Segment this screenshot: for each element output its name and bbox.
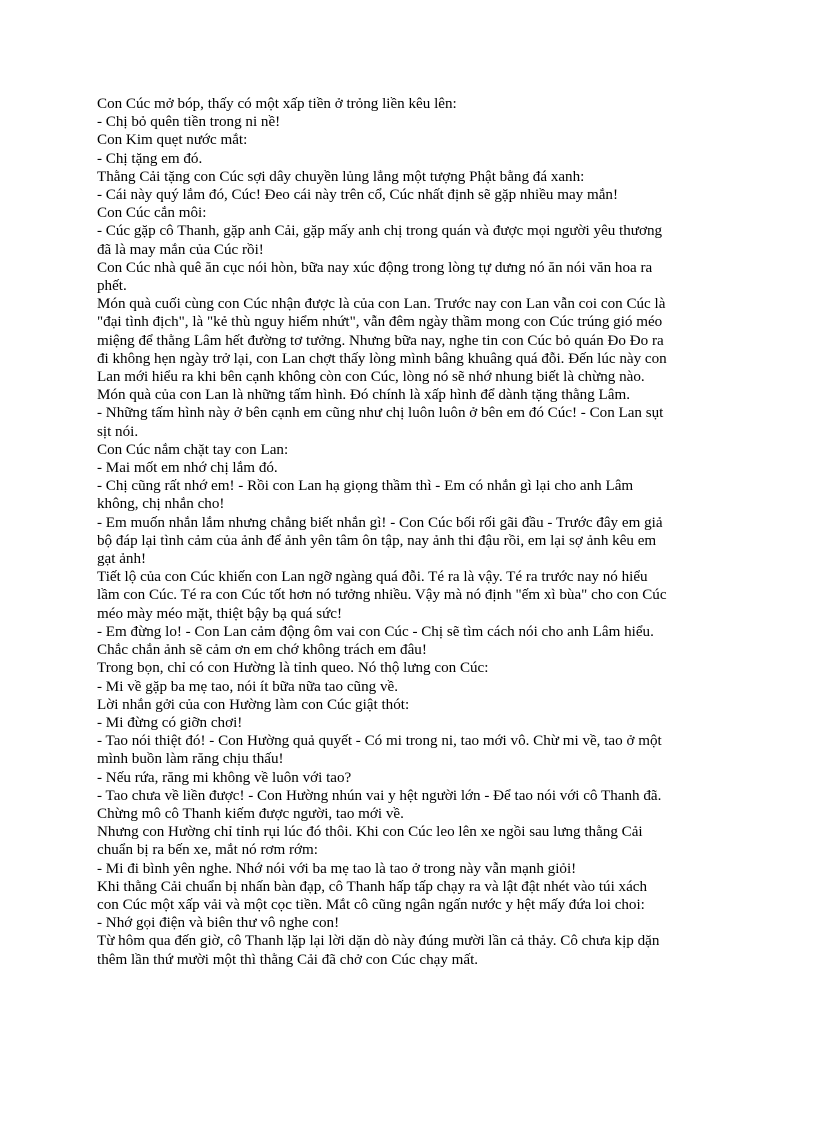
text-line: - Mi về gặp ba mẹ tao, nói ít bữa nữa tao cũng về. (97, 678, 398, 695)
text-line: đi không hẹn ngày trở lại, con Lan chợt thấy lòng mình bâng khuâng quá đỗi. Đến lúc này con (97, 350, 667, 367)
text-line: - Chị bỏ quên tiền trong ni nề! (97, 114, 281, 131)
text-line: - Tao chưa về liền được! - Con Hường nhún vai y hệt người lớn - Để tao nói với cô Thanh đã. (97, 787, 662, 804)
text-line: - Tao nói thiệt đó! - Con Hường quả quyết - Có mi trong ni, tao mới vô. Chừ mi về, tao ở một (97, 733, 662, 750)
text-line: đã là may mắn của Cúc rồi! (97, 241, 264, 258)
text-line: Lan mới hiểu ra khi bên cạnh không còn con Cúc, lòng nó sẽ nhớ nhung biết là chừng nào. (97, 369, 645, 386)
text-line: mình buồn làm răng chịu thấu! (97, 751, 284, 768)
text-line: - Mi đừng có giỡn chơi! (97, 714, 243, 731)
text-line: Nhưng con Hường chỉ tỉnh rụi lúc đó thôi. Khi con Cúc leo lên xe ngồi sau lưng thằng Cải (97, 824, 643, 841)
text-line: - Em muốn nhắn lắm nhưng chẳng biết nhắn gì! - Con Cúc bối rối gãi đầu - Trước đây em giả (97, 514, 663, 531)
text-line: Tiết lộ của con Cúc khiến con Lan ngỡ ngàng quá đỗi. Té ra là vậy. Té ra trước nay nó hiểu (97, 569, 648, 586)
text-line: - Mai mốt em nhớ chị lắm đó. (97, 460, 278, 477)
text-line: phết. (97, 278, 127, 295)
text-line: Con Cúc nhà quê ăn cục nói hòn, bữa nay xúc động trong lòng tự dưng nó ăn nói văn hoa ra (97, 259, 653, 276)
text-line: - Em đừng lo! - Con Lan cảm động ôm vai con Cúc - Chị sẽ tìm cách nói cho anh Lâm hiểu. (97, 623, 654, 640)
text-line: - Chị tặng em đó. (97, 150, 203, 167)
text-line: Khi thằng Cải chuẩn bị nhấn bàn đạp, cô Thanh hấp tấp chạy ra và lật đật nhét vào túi xách (97, 878, 648, 895)
text-line: Con Cúc cắn môi: (97, 205, 207, 222)
text-line: sịt nói. (97, 423, 139, 440)
text-line: Lời nhắn gởi của con Hường làm con Cúc giật thót: (97, 696, 410, 713)
text-line: - Mi đi bình yên nghe. Nhớ nói với ba mẹ tao là tao ở trong này vẫn mạnh giỏi! (97, 860, 577, 877)
text-line: thêm lần thứ mười một thì thằng Cải đã chở con Cúc chạy mất. (97, 951, 479, 968)
text-line: méo mày méo mặt, thiệt bậy bạ quá sức! (97, 605, 342, 622)
text-line: lầm con Cúc. Té ra con Cúc tốt hơn nó tưởng nhiều. Vậy mà nó định "ếm xì bùa" cho con Cúc (97, 587, 667, 604)
text-line: chuẩn bị ra bến xe, mắt nó rơm rớm: (97, 842, 318, 859)
text-line: Con Kim quẹt nước mắt: (97, 132, 248, 149)
text-line: không, chị nhắn cho! (97, 496, 225, 513)
text-line: Từ hôm qua đến giờ, cô Thanh lặp lại lời dặn dò này đúng mười lần cả thảy. Cô chưa kịp dặn (97, 933, 660, 950)
text-line: Trong bọn, chỉ có con Hường là tỉnh queo. Nó thộ lưng con Cúc: (97, 660, 489, 677)
text-line: Con Cúc nắm chặt tay con Lan: (97, 441, 289, 458)
text-line: - Cái này quý lắm đó, Cúc! Đeo cái này trên cổ, Cúc nhất định sẽ gặp nhiều may mắn! (97, 187, 619, 204)
text-line: Con Cúc mở bóp, thấy có một xấp tiền ở trỏng liền kêu lên: (97, 96, 457, 112)
text-line: - Nếu rứa, răng mi không về luôn với tao? (97, 769, 352, 786)
document-page (97, 95, 757, 969)
text-line: - Chị cũng rất nhớ em! - Rồi con Lan hạ giọng thầm thì - Em có nhắn gì lại cho anh Lâm (97, 478, 634, 495)
text-line: Thằng Cải tặng con Cúc sợi dây chuyền lủng lẳng một tượng Phật bằng đá xanh: (97, 168, 585, 185)
text-line: miệng để thằng Lâm hết đường tơ tưởng. Nhưng bữa nay, nghe tin con Cúc bỏ quán Đo Đo ra (97, 332, 664, 349)
text-line: bộ đáp lại tình cảm của ảnh để ảnh yên tâm ôn tập, nay ảnh thi đậu rồi, em lại sợ ảnh kêu em (97, 532, 657, 549)
text-line: - Cúc gặp cô Thanh, gặp anh Cải, gặp mấy anh chị trong quán và được mọi người yêu thương (97, 223, 663, 240)
text-line: Chừng mô cô Thanh kiếm được người, tao mới về. (97, 805, 404, 822)
text-line: gạt ảnh! (97, 551, 147, 568)
text-line: "đại tình địch", là "kẻ thù nguy hiểm nhứt", vẫn đêm ngày thầm mong con Cúc trúng gió méo (97, 314, 663, 331)
text-line: - Những tấm hình này ở bên cạnh em cũng như chị luôn luôn ở bên em đó Cúc! - Con Lan sụt (97, 405, 664, 422)
text-line: Món quà của con Lan là những tấm hình. Đó chính là xấp hình để dành tặng thằng Lâm. (97, 387, 630, 404)
text-line: Món quà cuối cùng con Cúc nhận được là của con Lan. Trước nay con Lan vẫn coi con Cúc là (97, 296, 666, 313)
text-line: con Cúc một xấp vải và một cọc tiền. Mắt cô cũng ngân ngấn nước y hệt mấy đứa loi choi: (97, 896, 645, 913)
text-line: - Nhớ gọi điện và biên thư vô nghe con! (97, 915, 340, 932)
text-line: Chắc chắn ảnh sẽ cảm ơn em chớ không trách em đâu! (97, 642, 427, 659)
